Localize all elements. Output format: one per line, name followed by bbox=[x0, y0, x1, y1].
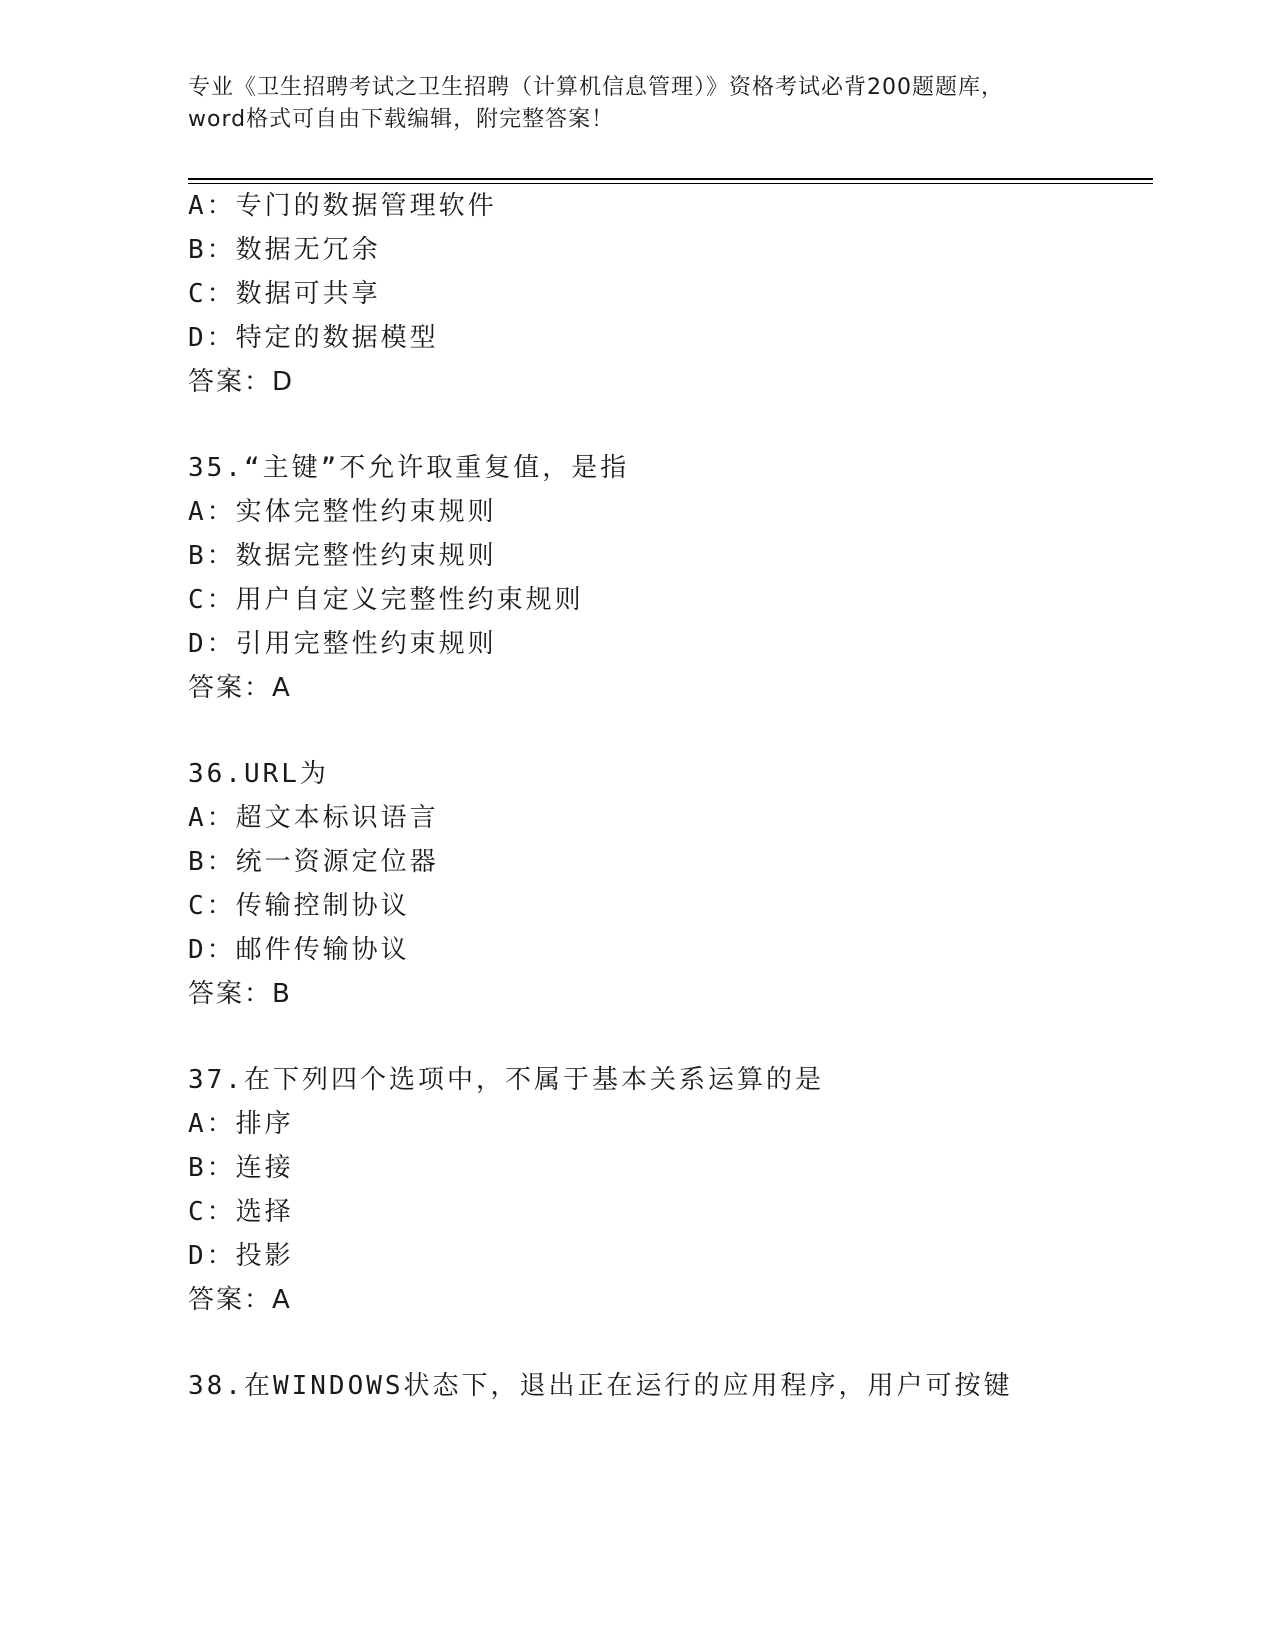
q37-option-c: C：选择 bbox=[188, 1197, 294, 1227]
q35-question: 35.“主键”不允许取重复值，是指 bbox=[188, 453, 630, 483]
q36-question: 36.URL为 bbox=[188, 759, 329, 789]
q37-answer: 答案：A bbox=[188, 1285, 292, 1315]
q36-answer: 答案：B bbox=[188, 979, 292, 1009]
q34-option-d: D：特定的数据模型 bbox=[188, 323, 439, 353]
q37-option-d: D：投影 bbox=[188, 1241, 294, 1271]
document-header bbox=[188, 72, 1088, 136]
header-title-line-1: 专业《卫生招聘考试之卫生招聘（计算机信息管理）》资格考试必背200题题库， bbox=[188, 75, 1004, 100]
header-divider-thick bbox=[188, 178, 1153, 180]
q35-option-c: C：用户自定义完整性约束规则 bbox=[188, 585, 584, 615]
q34-option-b: B：数据无冗余 bbox=[188, 235, 381, 265]
q34-answer: 答案：D bbox=[188, 367, 295, 397]
q35-answer: 答案：A bbox=[188, 673, 292, 703]
q35-option-b: B：数据完整性约束规则 bbox=[188, 541, 497, 571]
q38-question: 38.在WINDOWS状态下，退出正在运行的应用程序，用户可按键 bbox=[188, 1371, 1013, 1401]
header-title-line-2: word格式可自由下载编辑，附完整答案！ bbox=[188, 107, 615, 132]
header-divider-thin bbox=[188, 183, 1153, 184]
q35-option-d: D：引用完整性约束规则 bbox=[188, 629, 497, 659]
q36-option-d: D：邮件传输协议 bbox=[188, 935, 410, 965]
q36-option-c: C：传输控制协议 bbox=[188, 891, 410, 921]
q34-option-c: C：数据可共享 bbox=[188, 279, 381, 309]
q34-option-a: A：专门的数据管理软件 bbox=[188, 191, 497, 221]
q37-question: 37.在下列四个选项中，不属于基本关系运算的是 bbox=[188, 1065, 824, 1095]
q36-option-b: B：统一资源定位器 bbox=[188, 847, 439, 877]
q35-option-a: A：实体完整性约束规则 bbox=[188, 497, 497, 527]
q37-option-a: A：排序 bbox=[188, 1109, 294, 1139]
q36-option-a: A：超文本标识语言 bbox=[188, 803, 439, 833]
q37-option-b: B：连接 bbox=[188, 1153, 294, 1183]
